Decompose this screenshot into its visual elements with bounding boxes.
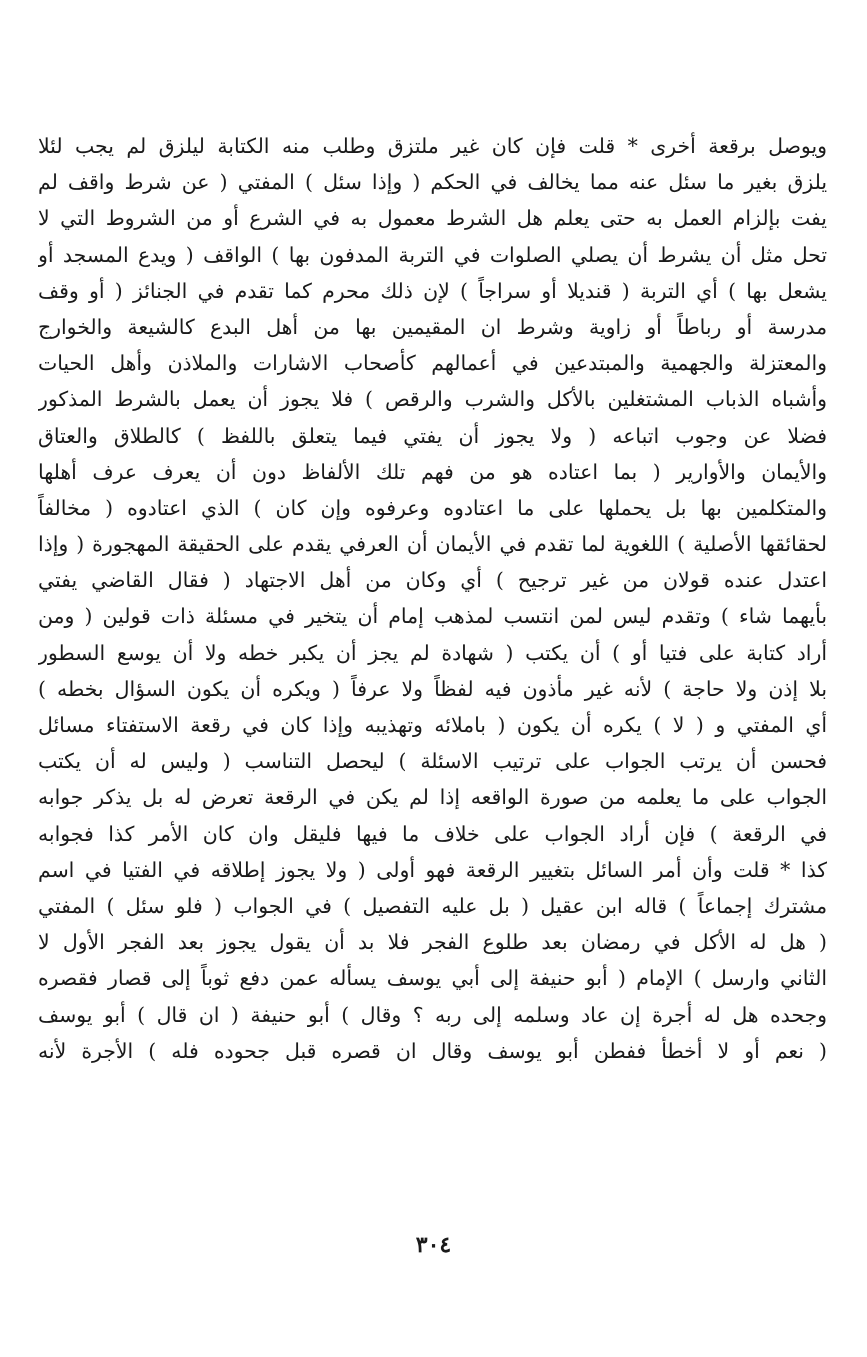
text-line: يفت بإلزام العمل به حتى يعلم هل الشرط معمول به في الشرع أو من الشروط التي لا xyxy=(38,206,827,231)
text-line: كذا * قلت وأن أمر السائل بتغيير الرقعة فهو أولى ( ولا يجوز إطلاقه في الفتيا في اسم xyxy=(38,857,827,882)
text-line: يشعل بها ) أي التربة ( قنديلا أو سراجاً ) لإن ذلك محرم كما تقدم في الجنائز ( أو وقف xyxy=(38,278,827,303)
text-line: وجحده هل له أجرة إن عاد وسلمه إلى ربه ؟ وقال ) أبو حنيفة ( ان قال ) أبو يوسف xyxy=(38,1002,827,1027)
text-line: في الرقعة ) فإن أراد الجواب على خلاف ما فيها فليقل وان كان الأمر كذا فجوابه xyxy=(38,821,827,846)
text-line: والأيمان والأوارير ( بما اعتاده هو من فهم تلك الألفاظ دون أن يعرف عرف أهلها xyxy=(38,459,827,484)
text-line: ( هل له الأكل في رمضان بعد طلوع الفجر فلا بد أن يقول يجوز بعد الفجر الأول لا xyxy=(38,930,827,955)
text-line: بأيهما شاء ) وتقدم ليس لمن انتسب لمذهب إمام أن يتخير في مسئلة ذات قولين ( ومن xyxy=(38,604,827,629)
text-line: مشترك إجماعاً ) قاله ابن عقيل ( بل عليه التفصيل ) في الجواب ( فلو سئل ) المفتي xyxy=(38,893,827,918)
body-text xyxy=(38,128,827,1069)
text-line: الجواب على ما يعلمه من صورة الواقعه إذا لم يكن في الرقعة تعرض له بل يذكر جوابه xyxy=(38,785,827,810)
text-line: أي المفتي و ( لا ) يكره أن يكون ( باملائه وتهذيبه وإذا كان في رقعة الاستفتاء مسائل xyxy=(38,713,827,737)
text-line: والمعتزلة والجهمية والمبتدعين في أعمالهم كأصحاب الاشارات والملاذن وأهل الحيات xyxy=(38,351,827,376)
text-line: أراد كتابة على فتيا أو ) أن يكتب ( شهادة لم يجز أن يكبر خطه ولا أن يوسع السطور xyxy=(38,640,827,665)
text-line: ( نعم أو لا أخطأ ففطن أبو يوسف وقال ان قصره قبل جحوده فله ) الأجرة لأنه xyxy=(38,1038,827,1063)
text-line: يلزق بغير ما سئل عنه مما يخالف في الحكم ( وإذا سئل ) المفتي ( عن شرط واقف لم xyxy=(38,170,827,195)
text-line: لحقائقها الأصلية ) اللغوية لما تقدم في الأيمان أن العرفي يقدم على الحقيقة المهجورة ( وإذا xyxy=(38,532,827,557)
text-line: الثاني وارسل ) الإمام ( أبو حنيفة إلى أبي يوسف يسأله عمن دفع ثوباً إلى قصار فقصره xyxy=(38,966,827,991)
text-line: فحسن أن يرتب الجواب على ترتيب الاسئلة ) ليحصل التناسب ( وليس له أن يكتب xyxy=(38,749,827,774)
text-line: اعتدل عنده قولان من غير ترجيح ) أي وكان من أهل الاجتهاد ( فقال القاضي يفتي xyxy=(38,568,827,593)
text-line: مدرسة أو رباطاً أو زاوية وشرط ان المقيمين بها من أهل البدع كالشيعة والخوارج xyxy=(38,314,827,339)
text-line: والمتكلمين بها بل يحملها على ما اعتادوه وعرفوه وإن كان ) الذي اعتادوه ( مخالفاً xyxy=(38,495,827,520)
text-line: تحل مثل أن يشرط أن يصلي الصلوات في التربة المدفون بها ) الواقف ( ويدع المسجد أو xyxy=(38,242,827,267)
text-line: بلا إذن ولا حاجة ) لأنه غير مأذون فيه لفظاً ولا عرفاً ( ويكره أن يكون السؤال بخطه ) xyxy=(38,676,827,701)
page-number: ٣٠٤ xyxy=(415,1232,452,1258)
text-line: فضلا عن وجوب اتباعه ( ولا يجوز أن يفتي فيما يتعلق باللفظ ) كالطلاق والعتاق xyxy=(38,423,827,448)
text-line: وأشباه الذباب المشتغلين بالأكل والشرب والرقص ) فلا يجوز أن يعمل بالشرط المذكور xyxy=(38,387,827,412)
text-line: ويوصل برقعة أخرى * قلت فإن كان غير ملتزق وطلب منه الكتابة ليلزق لم يجب لئلا xyxy=(38,134,827,158)
